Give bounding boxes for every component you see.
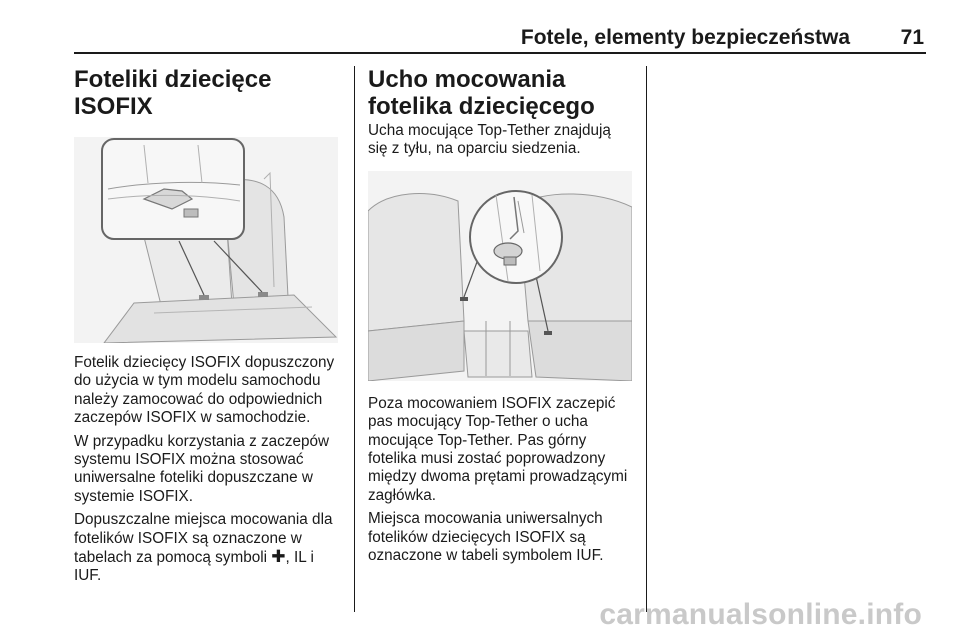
isofix-seat-illustration [74, 137, 338, 343]
column-top-tether [368, 66, 634, 570]
running-header-title: Fotele, elementy bezpieczeństwa [520, 26, 850, 49]
paragraph-isofix-3-end: , IL i IUF. [74, 549, 314, 585]
page-number: 71 [900, 26, 924, 49]
universal-symbol-icon: ✚ [271, 547, 286, 567]
watermark: carmanualsonline.info [599, 598, 922, 631]
paragraph-top-tether-2: Miejsca mocowania uniwersalnych fotelików dziecięcych ISOFIX są oznaczone w tabeli symbolem IUF. [368, 510, 604, 565]
paragraph-top-tether-1: Poza mocowaniem ISOFIX zaczepić pas mocujący Top-Tether o ucha mocujące Top-Tether. Pas górny fotelika musi zostać poprowadzony między dwoma prętami prowadzącymi zagłówka. [368, 394, 628, 504]
top-tether-illustration [368, 171, 632, 381]
paragraph-isofix-3-text: Dopuszczalne miejsca mocowania dla fotelików ISOFIX są oznaczone w tabelach za pomocą symboli [74, 511, 333, 567]
column-isofix [74, 66, 342, 591]
paragraph-isofix-2: W przypadku korzystania z zaczepów systemu ISOFIX można stosować uniwersalne foteliki dopuszczane w systemie ISOFIX. [74, 432, 330, 505]
header-rule [74, 52, 926, 54]
paragraph-isofix-1: Fotelik dziecięcy ISOFIX dopuszczony do użycia w tym modelu samochodu należy zamocować do odpowiednich zaczepów ISOFIX w samochodzie. [74, 354, 335, 427]
paragraph-top-tether-intro: Ucha mocujące Top-Tether znajdują się z tyłu, na oparciu siedzenia. [368, 122, 611, 158]
section-heading-top-tether: Ucho mocowania fotelika dziecięcego [368, 66, 595, 120]
paragraph-isofix-3 [74, 511, 342, 586]
section-heading-isofix: Foteliki dziecięce ISOFIX [74, 66, 272, 120]
column-divider-right [646, 66, 647, 612]
column-divider-left [354, 66, 355, 612]
